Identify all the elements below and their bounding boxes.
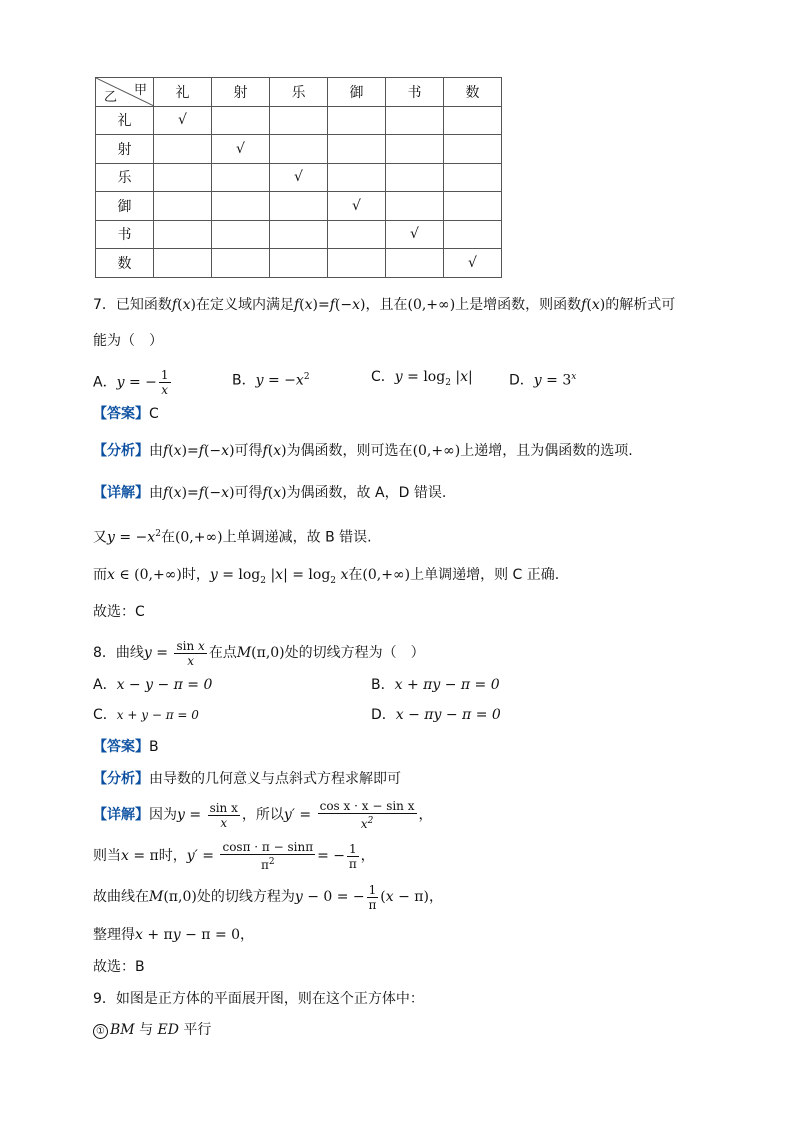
column-header: 书 bbox=[386, 78, 444, 107]
text: 又 bbox=[93, 529, 107, 546]
analysis-text: 由导数的几何意义与点斜式方程求解即可 bbox=[149, 771, 401, 787]
row-header: 乐 bbox=[96, 163, 154, 192]
q7-text: 在定义域内满足 bbox=[195, 297, 294, 313]
analysis-label: 【分析】 bbox=[93, 443, 149, 459]
check-cell: √ bbox=[444, 249, 502, 278]
text: 上单调递增，则 C 正确. bbox=[410, 567, 560, 583]
text: 整理得 bbox=[93, 927, 135, 943]
text: 则当 bbox=[93, 848, 121, 864]
q9-item-1 bbox=[93, 1021, 211, 1039]
q8-choose: 故选：B bbox=[93, 959, 145, 975]
table-header-row bbox=[96, 78, 502, 107]
q7-detail-line3: 而x ∈ (0,+∞)时，$y = \log_2 |x| = \log_2 x$在(0,+∞)上单调递增，则 C 正确. bbox=[93, 567, 560, 586]
option-equation: x − πy − π = 0 bbox=[395, 707, 501, 723]
row-header: 数 bbox=[96, 249, 154, 278]
q7-detail-line2: 又$y = -x^2$在(0,+∞)上单调递减，故 B 错误. bbox=[93, 529, 372, 546]
detail-label: 【详解】 bbox=[93, 807, 149, 823]
text: 处的切线方程为 bbox=[196, 889, 295, 905]
option-label: C． bbox=[371, 369, 395, 385]
q7-choose: 故选：C bbox=[93, 604, 145, 620]
q8-detail-line2: 则当x = π时，y′ = $\frac{\cos\pi \cdot \pi - \sin\pi}{\pi^2}$ = − $\frac{1}{\pi}$ ， bbox=[93, 840, 375, 872]
corner-bottom-label: 乙 bbox=[104, 89, 118, 105]
option-equation: x − y − π = 0 bbox=[116, 677, 213, 693]
column-header: 御 bbox=[328, 78, 386, 107]
q8-option-c bbox=[93, 706, 199, 724]
table-row bbox=[96, 249, 502, 278]
q8-option-b bbox=[371, 676, 500, 694]
q8-detail-line3: 故曲线在M(π,0)处的切线方程为y − 0 = − $\frac{1}{\pi}$ (x − π)， bbox=[93, 882, 443, 912]
text: 在 bbox=[160, 529, 175, 546]
text: 为偶函数，故 A，D 错误. bbox=[286, 485, 447, 501]
answer-value: B bbox=[149, 739, 159, 755]
check-cell: √ bbox=[212, 135, 270, 164]
text: 因为 bbox=[149, 807, 177, 823]
table-corner-cell bbox=[96, 78, 154, 107]
check-cell: √ bbox=[270, 163, 328, 192]
text: 上递增，且为偶函数的选项. bbox=[460, 443, 633, 459]
q8-option-a bbox=[93, 676, 212, 694]
q8-detail-line4: 整理得x + πy − π = 0， bbox=[93, 927, 255, 943]
detail-label: 【详解】 bbox=[93, 485, 149, 501]
math-text: BM bbox=[110, 1022, 135, 1038]
table-row bbox=[96, 192, 502, 221]
text: 故曲线在 bbox=[93, 889, 149, 905]
q7-detail-line1: 【详解】由f(x)=f(−x)可得f(x)为偶函数，故 A，D 错误. bbox=[93, 485, 447, 501]
option-label: D． bbox=[371, 707, 396, 723]
q8-option-d bbox=[371, 706, 501, 724]
column-header: 数 bbox=[444, 78, 502, 107]
q7-analysis: 【分析】由f(x)=f(−x)可得f(x)为偶函数，则可选在(0,+∞)上递增，且为偶函数的选项. bbox=[93, 443, 633, 459]
text: 为偶函数，则可选在 bbox=[286, 443, 413, 459]
text: 由 bbox=[149, 443, 163, 459]
q7-option-d: D．$y = 3^x$ bbox=[509, 372, 577, 389]
table-row bbox=[96, 106, 502, 135]
table-row bbox=[96, 163, 502, 192]
option-label: B． bbox=[371, 677, 395, 693]
option-label: A． bbox=[93, 677, 117, 693]
q8-detail-line1: 【详解】因为y = $\frac{\text{sin x}}{x}$ ，所以y′ = $\frac{\text{cos x · x − sin x}}{x^2}$ ， bbox=[93, 799, 433, 831]
table-row bbox=[96, 135, 502, 164]
option-equation: x + πy − π = 0 bbox=[394, 677, 500, 693]
q8-analysis bbox=[93, 770, 401, 788]
matching-table bbox=[95, 77, 502, 278]
item-number: ① bbox=[93, 1024, 108, 1039]
q7-option-b: B．$y = -x^2$ bbox=[232, 372, 310, 389]
column-header: 乐 bbox=[270, 78, 328, 107]
q7-answer bbox=[93, 405, 159, 423]
q7-number: 7．已知函数 bbox=[93, 297, 172, 313]
option-label: D． bbox=[509, 372, 534, 389]
q8-stem: 8．曲线y = $\frac{\text{sin x}}{x}$ 在点M(π,0)处的切线方程为（ ） bbox=[93, 638, 425, 668]
text: 时， bbox=[181, 567, 210, 583]
q8-number: 8．曲线 bbox=[93, 645, 144, 661]
row-header: 射 bbox=[96, 135, 154, 164]
q7-text: ，且在 bbox=[365, 297, 408, 313]
text: 在点 bbox=[208, 645, 237, 661]
text: 可得 bbox=[234, 443, 263, 459]
check-cell: √ bbox=[386, 220, 444, 249]
text: 与 bbox=[134, 1022, 158, 1038]
text: ，所以 bbox=[241, 807, 284, 823]
text: 在 bbox=[348, 567, 363, 583]
option-label: A． bbox=[93, 374, 117, 391]
q8-answer bbox=[93, 738, 159, 756]
q7-stem-line1: 7．已知函数f(x)在定义域内满足f(x)=f(−x)，且在(0,+∞)上是增函数，则函数f(x)的解析式可 bbox=[93, 297, 676, 313]
analysis-label: 【分析】 bbox=[93, 771, 149, 787]
q7-option-a: A．y = − $\frac{1}{x}$ bbox=[93, 368, 169, 397]
row-header: 御 bbox=[96, 192, 154, 221]
option-label: C． bbox=[93, 707, 117, 723]
q9-stem: 9．如图是正方体的平面展开图，则在这个正方体中： bbox=[93, 991, 424, 1007]
text: ， bbox=[360, 848, 375, 864]
text: 由 bbox=[149, 485, 163, 501]
text: 而 bbox=[93, 567, 107, 583]
text: 可得 bbox=[234, 485, 263, 501]
corner-top-label: 甲 bbox=[133, 83, 147, 98]
q7-stem-line2: 能为（ ） bbox=[93, 333, 163, 349]
answer-value: C bbox=[149, 406, 159, 422]
text: 平行 bbox=[178, 1022, 212, 1038]
q7-text: 上是增函数，则函数 bbox=[455, 297, 582, 313]
row-header: 礼 bbox=[96, 106, 154, 135]
table-row bbox=[96, 220, 502, 249]
text: 上单调递减，故 B 错误. bbox=[222, 529, 372, 546]
column-header: 礼 bbox=[154, 78, 212, 107]
q7-option-c: C．$y = \log_2 |x|$ bbox=[371, 369, 473, 388]
text: ， bbox=[428, 889, 443, 905]
answer-label: 【答案】 bbox=[93, 739, 149, 755]
option-label: B． bbox=[232, 372, 256, 389]
text: ， bbox=[240, 927, 255, 943]
check-cell: √ bbox=[328, 192, 386, 221]
text: ， bbox=[418, 807, 433, 823]
answer-label: 【答案】 bbox=[93, 406, 149, 422]
row-header: 书 bbox=[96, 220, 154, 249]
text: 时， bbox=[158, 848, 187, 864]
q7-text: 的解析式可 bbox=[605, 297, 676, 313]
column-header: 射 bbox=[212, 78, 270, 107]
option-equation: x + y − π = 0 bbox=[116, 708, 199, 722]
check-cell: √ bbox=[154, 106, 212, 135]
math-text: ED bbox=[157, 1022, 179, 1038]
text: 处的切线方程为（ ） bbox=[284, 645, 425, 661]
